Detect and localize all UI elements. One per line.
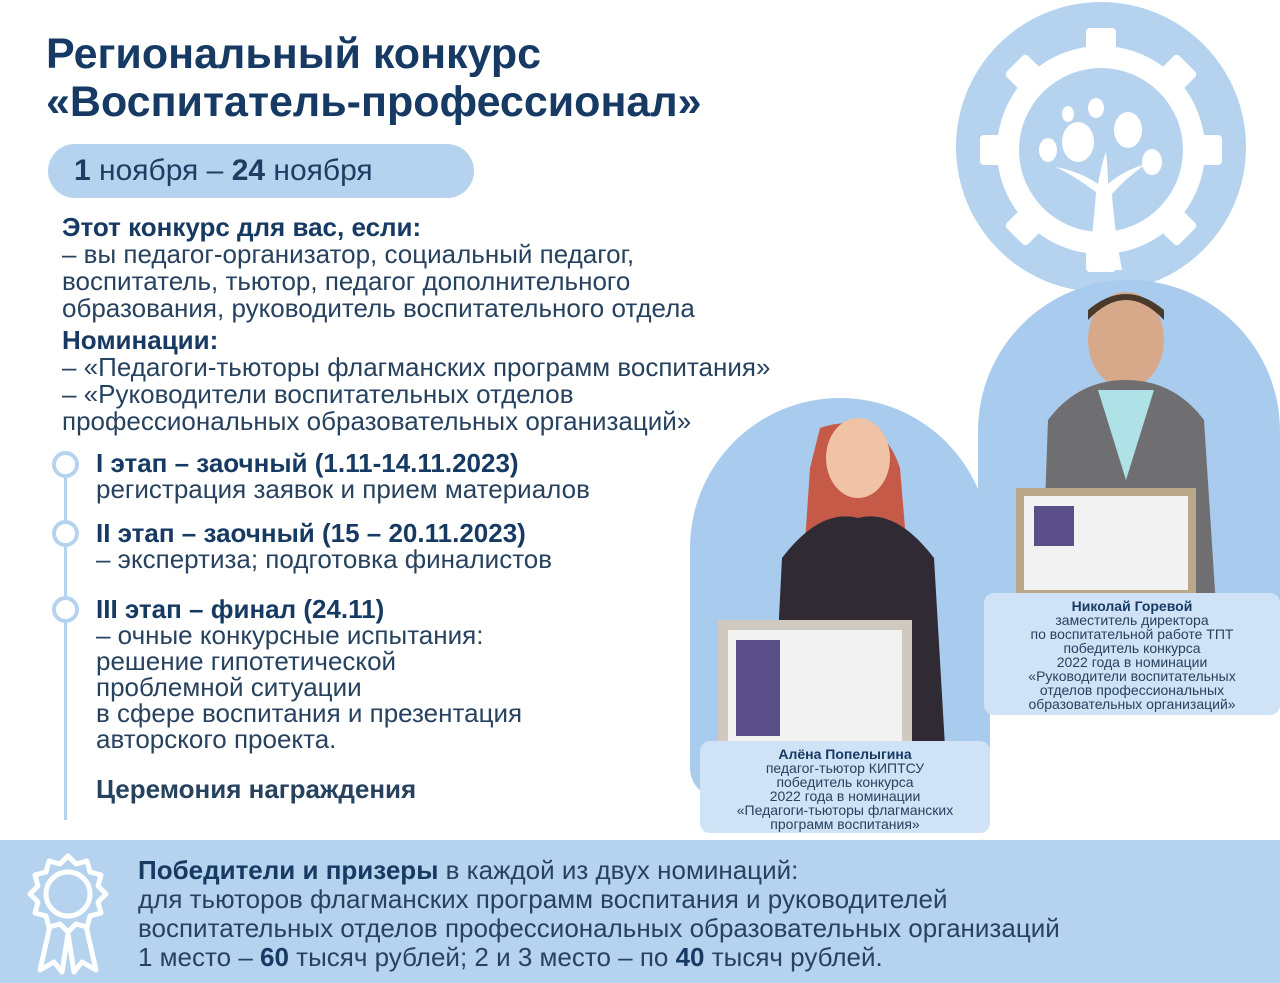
winner-name: Николай Горевой [1071, 598, 1193, 614]
prizes-heading [138, 856, 1273, 885]
timeline-dot [52, 596, 79, 623]
winner-desc: образовательных организаций» [1028, 696, 1236, 712]
winner-name: Алёна Попелыгина [778, 746, 912, 762]
audience-line: воспитатель, тьютор, педагог дополнительного [62, 266, 631, 296]
nominations-heading: Номинации: [62, 325, 219, 355]
prize-text: 1 место – [138, 942, 261, 972]
first-prize-amount: 60 [260, 942, 289, 972]
winner-desc: «Руководители воспитательных [1028, 668, 1236, 684]
title-line-1: Региональный конкурс [46, 30, 542, 78]
winner-desc: педагог-тьютор КИПТСУ [765, 760, 925, 776]
winner-desc: отделов профессиональных [1039, 682, 1225, 698]
audience-line: – вы педагог-организатор, социальный педагог, [62, 239, 635, 269]
prizes-line: для тьюторов флагманских программ воспитания и руководителей [138, 884, 948, 914]
nomination-line: – «Руководители воспитательных отделов [62, 379, 574, 409]
winner-desc: по воспитательной работе ТПТ [1030, 626, 1234, 642]
prize-text: тысяч рублей; 2 и 3 место – по [288, 942, 676, 972]
caption-alena [700, 741, 990, 833]
audience-section [62, 214, 962, 322]
date-separator: – [206, 154, 224, 187]
stage-text: – очные конкурсные испытания: [96, 620, 484, 650]
timeline-dot [52, 451, 79, 478]
stage-1 [96, 450, 736, 502]
logo-icon [956, 2, 1246, 292]
winner-desc: победитель конкурса [1063, 640, 1201, 656]
page-title [46, 30, 906, 126]
stage-text: регистрация заявок и прием материалов [96, 474, 590, 504]
winner-desc: 2022 года в номинации [1056, 654, 1208, 670]
stage-text: решение гипотетической [96, 646, 397, 676]
audience-line: образования, руководитель воспитательного отдела [62, 293, 695, 323]
end-day: 24 [231, 154, 266, 187]
gear-handprint-tree-logo [956, 2, 1246, 292]
stage-text: авторского проекта. [96, 724, 337, 754]
prizes-heading-rest: в каждой из двух номинаций: [438, 855, 799, 885]
nomination-line: профессиональных образовательных организаций» [62, 406, 692, 436]
stage-text: – экспертиза; подготовка финалистов [96, 544, 553, 574]
title-line-2: «Воспитатель-профессионал» [46, 78, 702, 126]
person-illustration [690, 398, 990, 798]
timeline-dot [52, 520, 79, 547]
winner-desc: программ воспитания» [770, 816, 920, 832]
nomination-line: – «Педагоги-тьюторы флагманских программ воспитания» [62, 352, 771, 382]
start-day: 1 [74, 154, 91, 187]
winner-desc: заместитель директора [1055, 612, 1209, 628]
prizes-line: воспитательных отделов профессиональных образовательных организаций [138, 913, 1060, 943]
start-month: ноября [99, 154, 199, 187]
winner-desc: «Педагоги-тьюторы флагманских [736, 802, 954, 818]
stage-title: III этап – финал (24.11) [96, 594, 385, 624]
stage-title: II этап – заочный (15 – 20.11.2023) [96, 518, 526, 548]
end-month: ноября [273, 154, 373, 187]
winner-desc: победитель конкурса [776, 774, 914, 790]
ceremony-label: Церемония награждения [96, 774, 417, 804]
second-prize-amount: 40 [675, 942, 705, 972]
stage-title: I этап – заочный (1.11-14.11.2023) [96, 448, 519, 478]
stage-3 [96, 596, 736, 752]
audience-heading: Этот конкурс для вас, если: [62, 212, 422, 242]
prizes-amounts [138, 943, 1273, 972]
stage-text: проблемной ситуации [96, 672, 362, 702]
prizes-heading-bold: Победители и призеры [138, 855, 439, 885]
stage-text: в сфере воспитания и презентация [96, 698, 523, 728]
caption-nikolay [984, 593, 1280, 715]
prize-text: тысяч рублей. [704, 942, 883, 972]
stage-2 [96, 520, 736, 572]
winner-desc: 2022 года в номинации [769, 788, 921, 804]
date-range-badge [48, 144, 474, 198]
award-ribbon-icon [22, 852, 114, 981]
prizes-text [138, 856, 1273, 972]
photo-alena [690, 398, 990, 798]
